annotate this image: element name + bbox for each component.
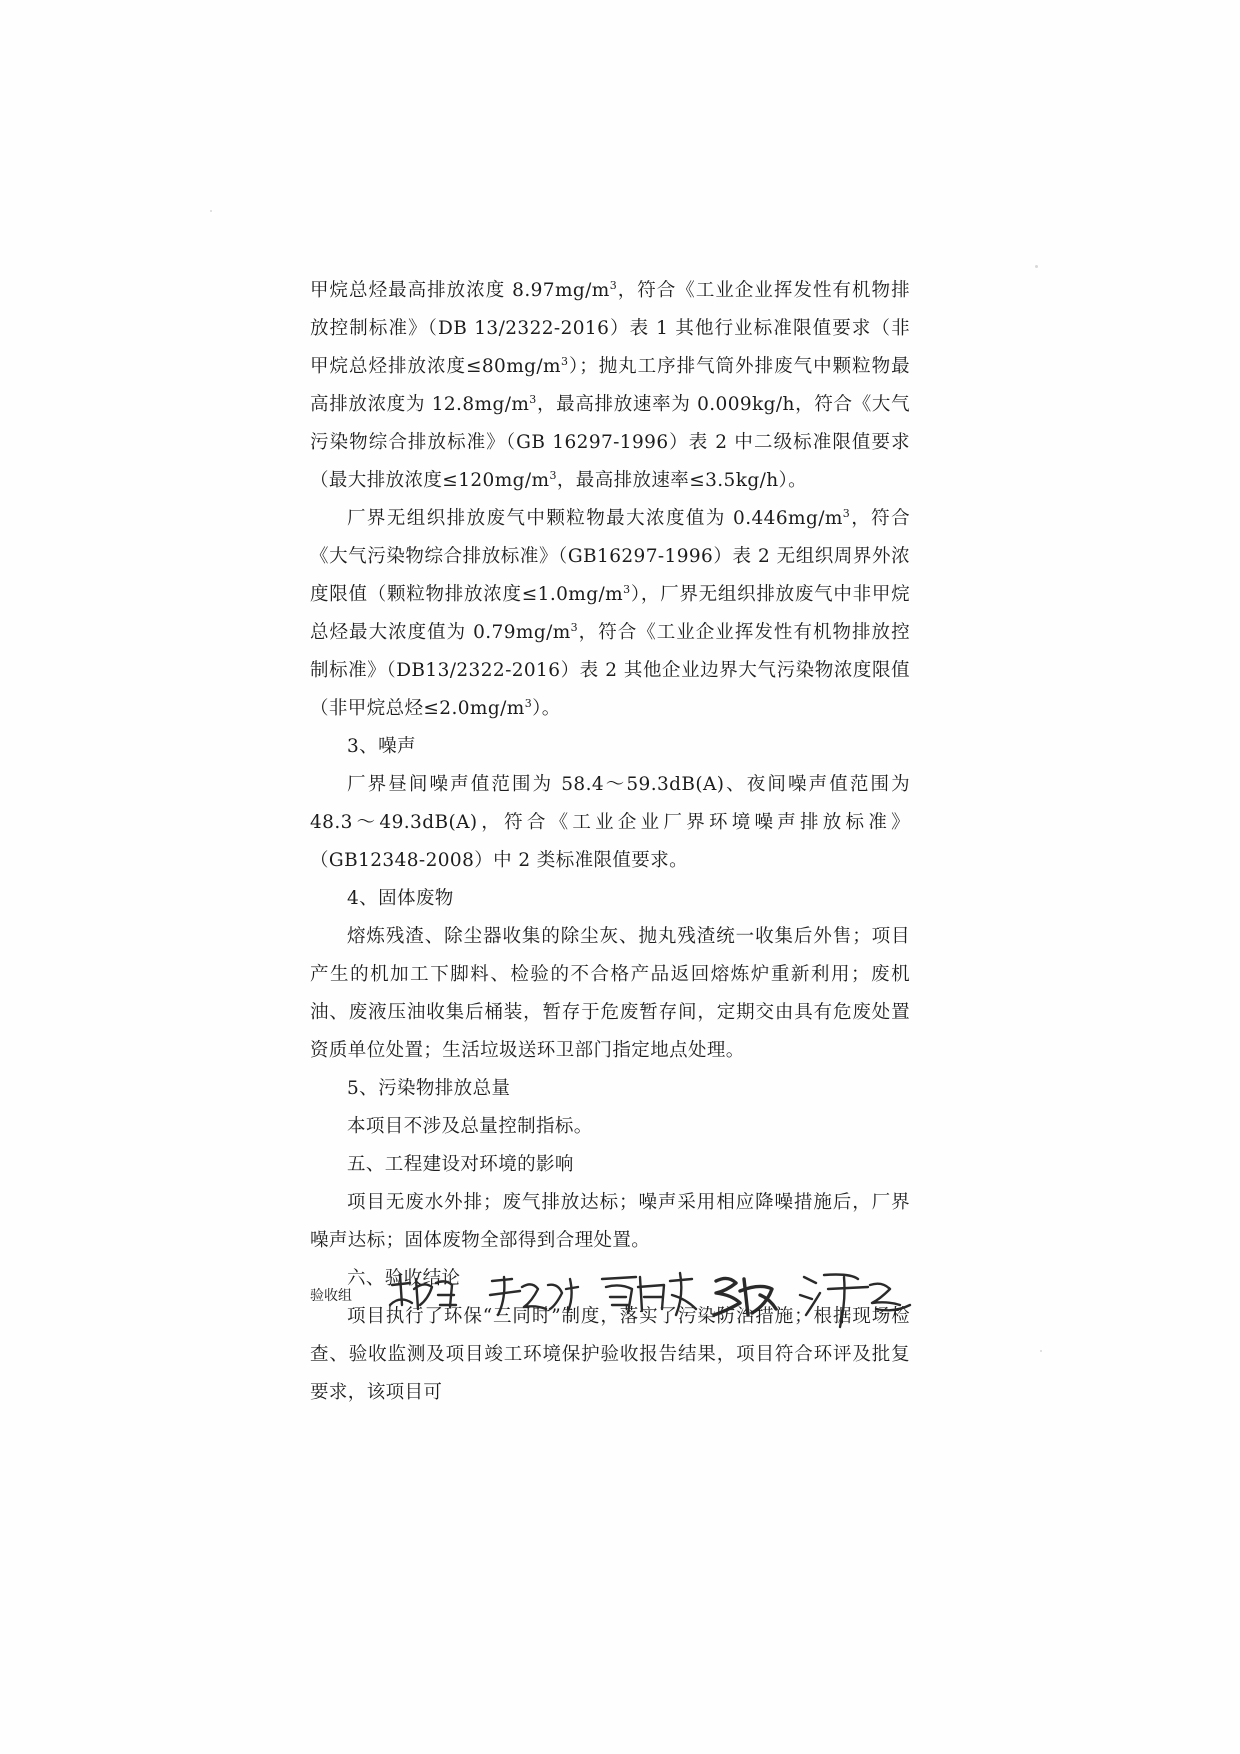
signature-1 (390, 1275, 456, 1309)
paragraph-solid-waste: 熔炼残渣、除尘器收集的除尘灰、抛丸残渣统一收集后外售；项目产生的机加工下脚料、检验的不合格产品返回熔炼炉重新利用；废机油、废液压油收集后桶装，暂存于危废暂存间，定期交由具有危废处置资质单位处置；生活垃圾送环卫部门指定地点处理。 (310, 926, 910, 1061)
paragraph-fugitive-emission: 厂界无组织排放废气中颗粒物最大浓度值为 $0.446mg/m^3$，符合《大气污染物综合排放标准》（GB16297-1996）表 2 无组织周界外浓度限值（颗粒物排放浓度$\le 1.0mg/m^3$），厂界无组织排放废气中非甲烷总烃最大浓度值为 $0.79mg/m^3$，符合《工业企业挥发性有机物排放控制标准》（DB13/2322-2016）表 2 其他企业边界大气污染物浓度限值（非甲烷总烃$\le 2.0mg/m^3$）。 (310, 506, 911, 719)
heading-noise: 3、噪声 (347, 736, 416, 757)
scan-speck (1035, 265, 1038, 268)
paragraph-total-emission: 本项目不涉及总量控制指标。 (347, 1116, 593, 1137)
signature-4 (714, 1278, 776, 1315)
paragraph-noise: 厂界昼间噪声值范围为 58.4～59.3dB(A)、夜间噪声值范围为 48.3～49.3dB(A)，符合《工业企业厂界环境噪声排放标准》（GB12348-2008）中 2 类标准限值要求。 (310, 774, 910, 871)
signature-label: 验收组 (310, 1288, 352, 1304)
heading-acceptance-conclusion: 六、验收结论 (347, 1268, 461, 1289)
heading-total-emission: 5、污染物排放总量 (347, 1078, 511, 1099)
heading-solid-waste: 4、固体废物 (347, 888, 454, 909)
paragraph-environmental-impact: 项目无废水外排；废气排放达标；噪声采用相应降噪措施后，厂界噪声达标；固体废物全部得到合理处置。 (310, 1192, 910, 1251)
heading-environmental-impact: 五、工程建设对环境的影响 (347, 1154, 574, 1175)
scan-speck (1040, 1350, 1042, 1352)
paragraph-emission-voc: 甲烷总烃最高排放浓度 $8.97mg/m^3$，符合《工业企业挥发性有机物排放控制标准》（DB 13/2322-2016）表 1 其他行业标准限值要求（非甲烷总烃排放浓度$\le 80mg/m^3$）；抛丸工序排气筒外排废气中颗粒物最高排放浓度为 $12.8mg/m^3$，最高排放速率为 0.009kg/h，符合《大气污染物综合排放标准》（GB 16297-1996）表 2 中二级标准限值要求（最大排放浓度$\le 120mg/m^3$，最高排放速率≤3.5kg/h）。 (310, 278, 910, 491)
signature-3 (602, 1273, 696, 1315)
scan-speck (210, 210, 212, 212)
handwritten-signatures (380, 1265, 930, 1335)
signature-5 (800, 1275, 910, 1328)
signature-2 (490, 1277, 578, 1315)
document-body (310, 272, 910, 1412)
signature-row (310, 1265, 930, 1335)
paragraph-acceptance-conclusion: 项目执行了环保“三同时”制度，落实了污染防治措施；根据现场检查、验收监测及项目竣工环境保护验收报告结果，项目符合环评及批复要求，该项目可 (310, 1306, 910, 1403)
